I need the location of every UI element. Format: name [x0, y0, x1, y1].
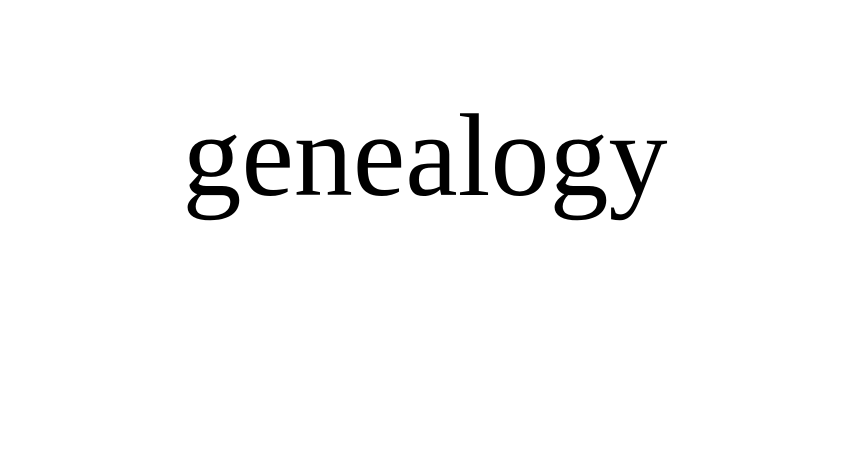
main-word: genealogy [182, 90, 668, 221]
